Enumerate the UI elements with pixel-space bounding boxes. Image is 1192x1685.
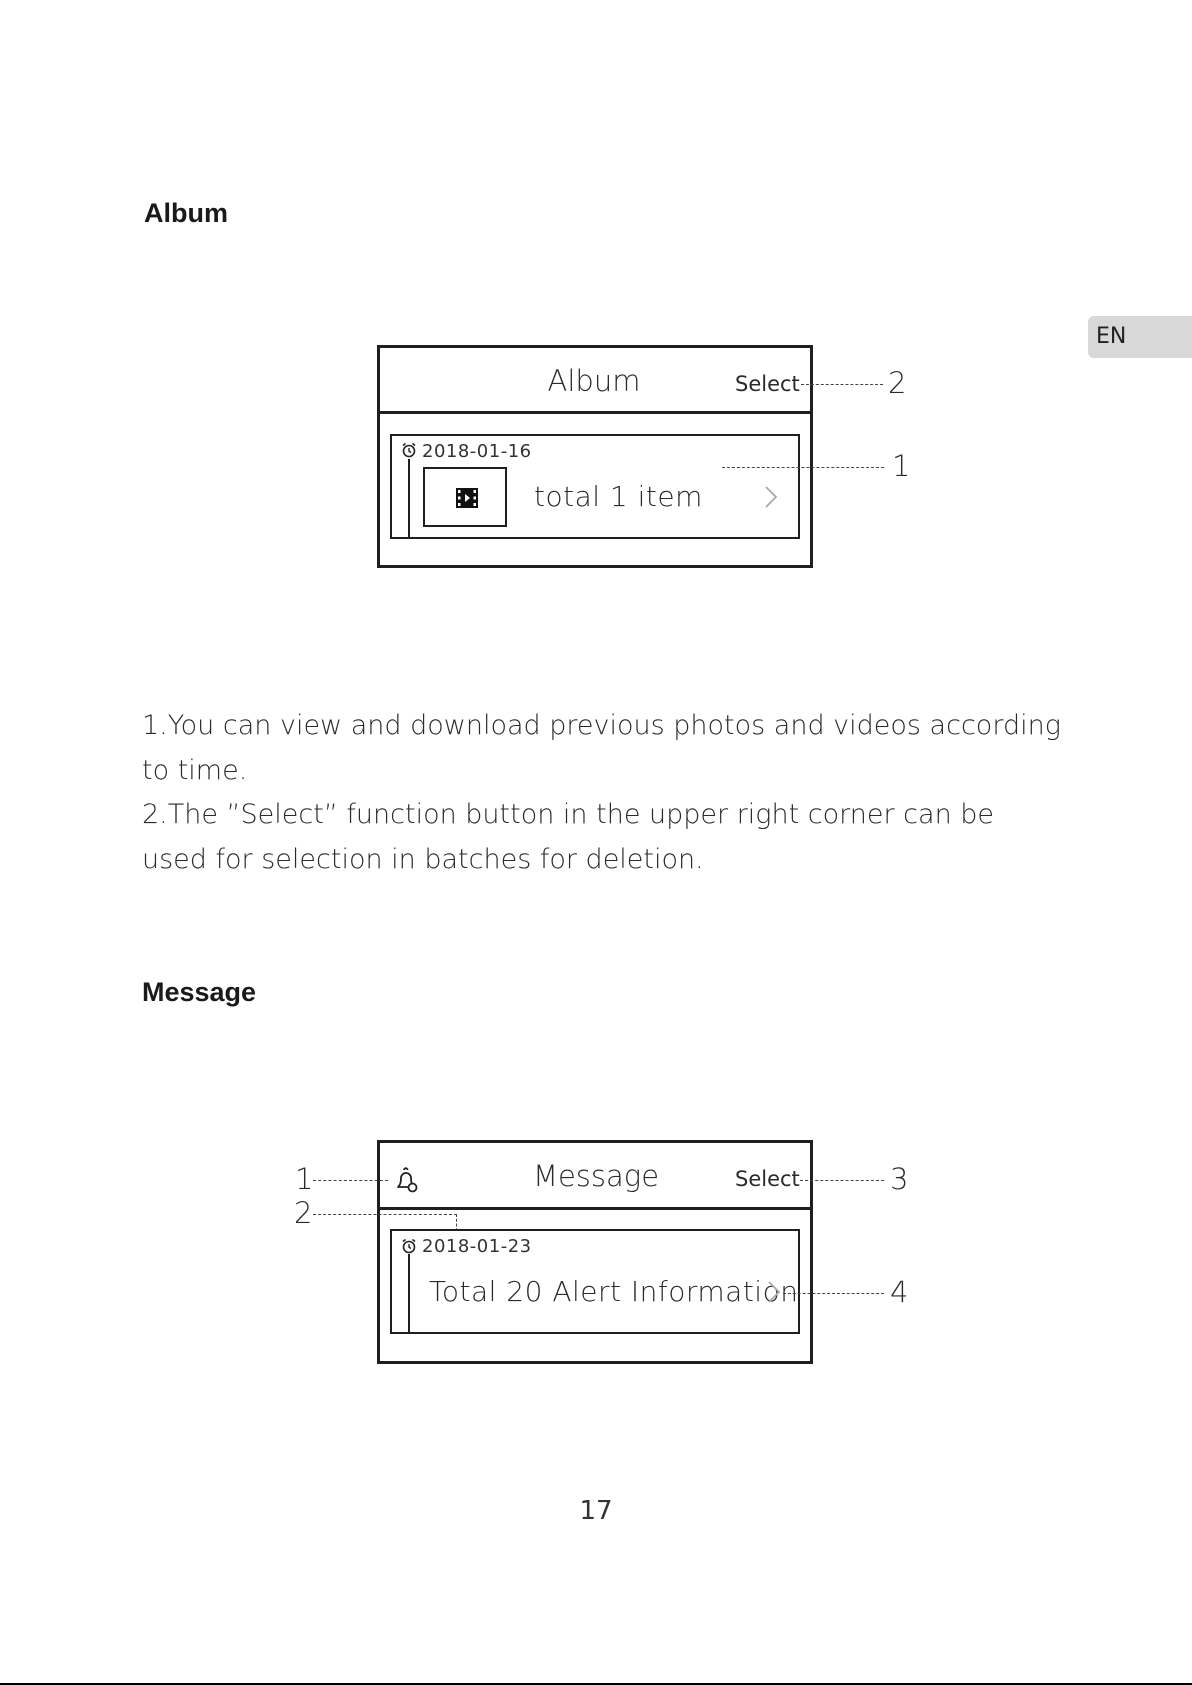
alarm-clock-icon [400,1237,418,1255]
message-select-button[interactable]: Select [735,1167,800,1191]
timeline-line [408,459,410,539]
timeline-line [408,1254,410,1334]
callout-line-3 [800,1180,884,1181]
chevron-right-icon[interactable] [764,485,778,509]
video-icon [456,488,478,508]
callout-number-4: 4 [890,1275,909,1309]
callout-line-2 [801,384,883,385]
callout-line-2 [313,1214,457,1215]
chevron-right-icon[interactable] [767,1280,781,1304]
language-tab: EN [1088,316,1192,358]
callout-line-4 [783,1293,884,1294]
video-thumbnail[interactable] [423,467,507,527]
album-header-divider [377,411,813,414]
callout-number-1: 1 [892,449,911,483]
message-heading: Message [142,977,257,1007]
message-alert-count: Total 20 Alert Information [429,1275,799,1308]
callout-line-1 [313,1180,388,1181]
message-header-divider [377,1207,813,1210]
alarm-clock-icon [400,441,418,459]
album-item-count: total 1 item [534,480,703,513]
bell-icon[interactable] [392,1166,422,1196]
callout-line-1 [722,467,884,468]
message-screen-title: Message [532,1159,660,1193]
instruction-paragraph-2: 2.The ”Select” function button in the upper right corner can be used for selection in batches for deletion. [142,799,995,875]
instruction-paragraph-1: 1.You can view and download previous photos and videos according to time. [142,710,1061,786]
callout-number-1: 1 [295,1162,314,1196]
page-number: 17 [579,1496,613,1526]
message-date-label: 2018-01-23 [422,1236,532,1257]
callout-number-2: 2 [294,1196,313,1230]
album-date-label: 2018-01-16 [422,441,532,462]
album-heading: Album [144,198,228,228]
callout-number-3: 3 [890,1162,909,1196]
album-select-button[interactable]: Select [735,372,800,396]
album-screen-title: Album [547,364,641,398]
callout-number-2: 2 [888,366,907,400]
